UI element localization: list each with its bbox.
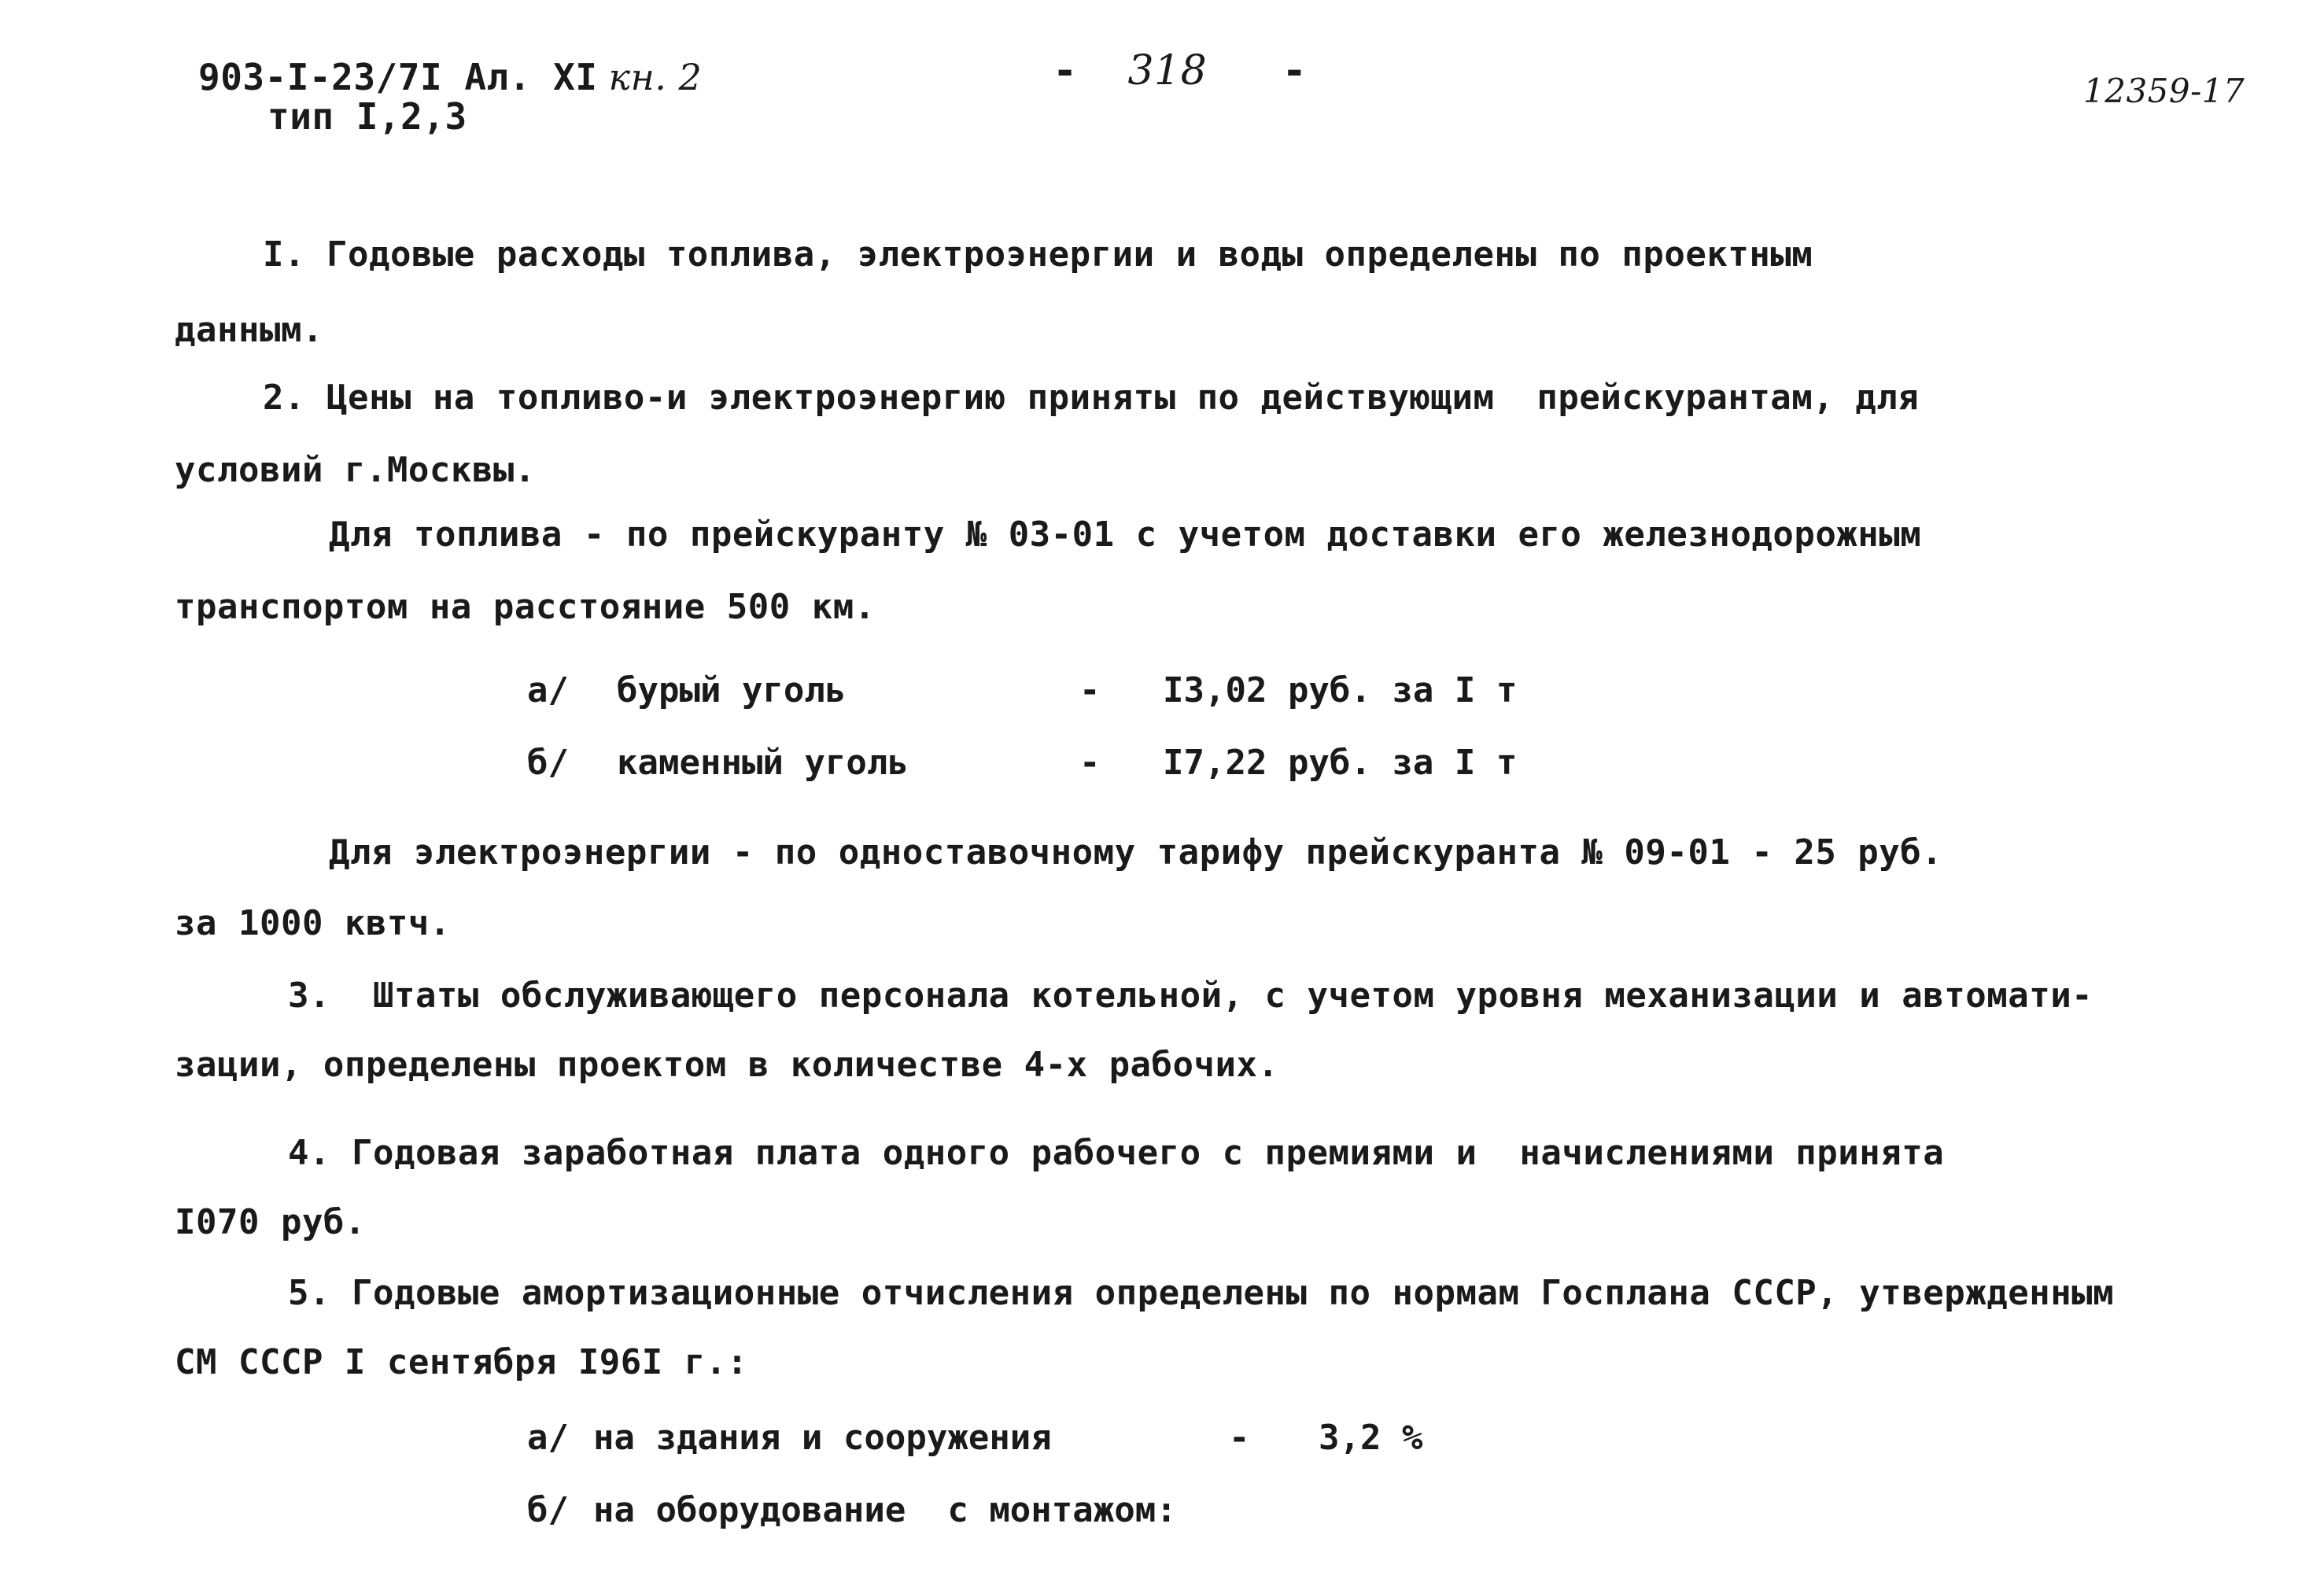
depreciation-item-equipment — [527, 1489, 569, 1533]
depreciation-item-dash: - — [1229, 1418, 1250, 1458]
fuel-paragraph-line-2: транспортом на расстояние 500 км. — [175, 587, 876, 627]
fuel-item-price: I3,02 руб. за I т — [1163, 670, 1518, 710]
paragraph-1-line-1: I. Годовые расходы топлива, электроэнергии и воды определены по проектным — [263, 234, 1813, 275]
paragraph-4-line-2: I070 руб. — [175, 1202, 366, 1242]
paragraph-2-line-2: условий г.Москвы. — [175, 450, 536, 490]
paragraph-3-line-1: 3. Штаты обслуживающего персонала котельной, с учетом уровня механизации и автомати- — [288, 976, 2093, 1016]
fuel-item-hard-coal — [527, 741, 569, 785]
paragraph-5-line-1: 5. Годовые амортизационные отчисления определены по нормам Госплана СССР, утвержденным — [288, 1273, 2115, 1313]
paragraph-3-line-2: зации, определены проектом в количестве 4-х рабочих. — [175, 1045, 1279, 1085]
page-number — [1053, 49, 1307, 93]
depreciation-item-name: на здания и сооружения — [593, 1418, 1052, 1458]
paragraph-1-line-2: данным. — [175, 310, 323, 350]
document-code — [198, 55, 702, 99]
fuel-item-price: I7,22 руб. за I т — [1163, 743, 1518, 783]
depreciation-item-name: на оборудование с монтажом: — [593, 1490, 1177, 1530]
fuel-item-name: каменный уголь — [617, 743, 909, 783]
fuel-item-dash: - — [1079, 670, 1101, 710]
depreciation-item-marker: б/ — [527, 1490, 569, 1530]
electricity-paragraph-line-1: Для электроэнергии - по одноставочному тарифу прейскуранта № 09-01 - 25 руб. — [329, 832, 1943, 873]
page-number-value: 318 — [1127, 47, 1208, 94]
page-number-dash-right: - — [1282, 47, 1308, 94]
fuel-item-marker: б/ — [527, 743, 569, 783]
paragraph-4-line-1: 4. Годовая заработная плата одного рабочего с премиями и начислениями принята — [288, 1133, 1945, 1173]
fuel-item-brown-coal — [527, 669, 569, 713]
depreciation-item-value: 3,2 % — [1319, 1418, 1423, 1458]
document-type-line: тип I,2,3 — [267, 95, 467, 138]
paragraph-2-line-1: 2. Цены на топливо-и электроэнергию приняты по действующим прейскурантам, для — [263, 378, 1920, 418]
fuel-item-marker: а/ — [527, 670, 569, 710]
fuel-paragraph-line-1: Для топлива - по прейскуранту № 03-01 с учетом доставки его железнодорожным — [329, 515, 1922, 555]
fuel-item-dash: - — [1079, 743, 1101, 783]
paragraph-5-line-2: СМ СССР I сентября I96I г.: — [175, 1342, 748, 1382]
depreciation-item-marker: а/ — [527, 1418, 569, 1458]
fuel-item-name: бурый уголь — [617, 670, 847, 710]
inventory-number: 12359-17 — [2083, 72, 2245, 110]
document-code-text: 903-I-23/7I Ал. XI — [198, 56, 598, 98]
depreciation-item-buildings — [527, 1416, 569, 1460]
electricity-paragraph-line-2: за 1000 квтч. — [175, 903, 451, 943]
page-number-dash-left: - — [1053, 47, 1078, 94]
book-number: кн. 2 — [608, 56, 703, 98]
